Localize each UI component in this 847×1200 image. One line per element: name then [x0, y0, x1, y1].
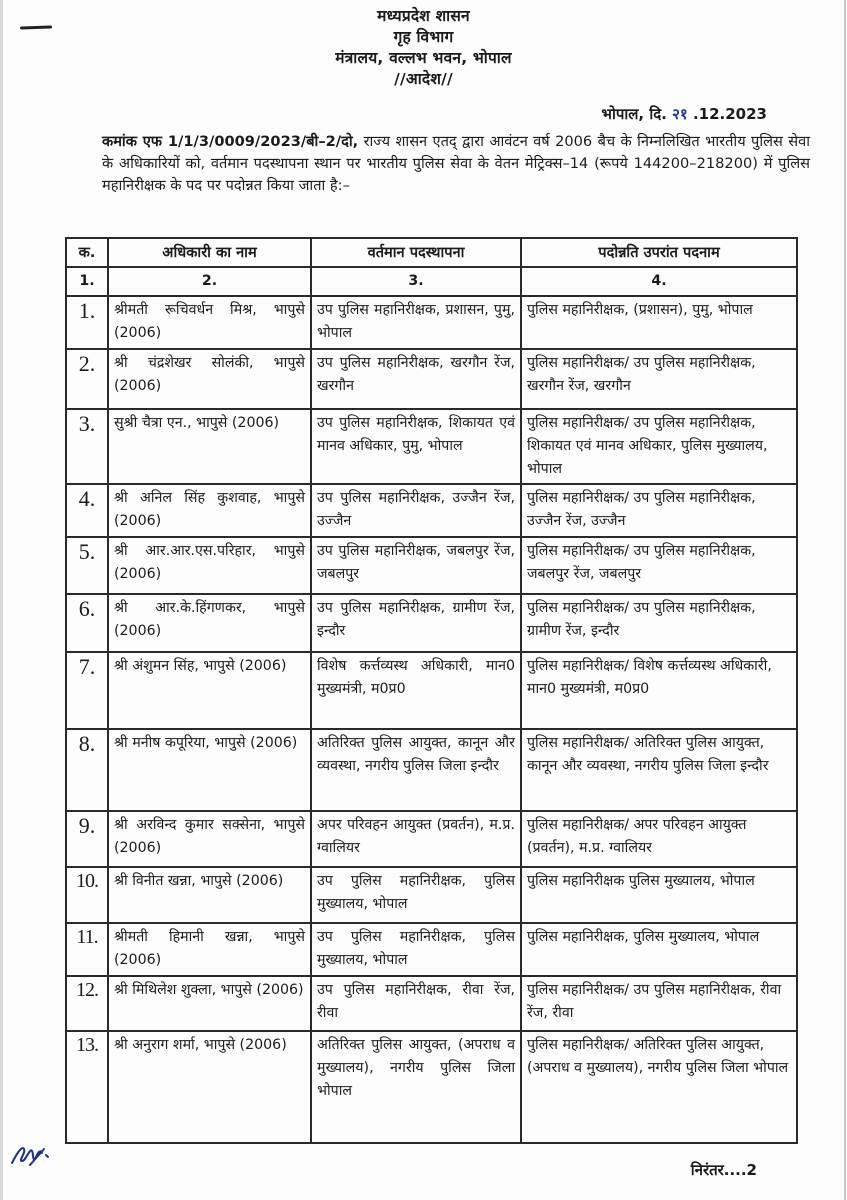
page-left-edge: [0, 0, 3, 1200]
promoted-designation-cell: पुलिस महानिरीक्षक/ अतिरिक्त पुलिस आयुक्त, कानून और व्यवस्था, नगरीय पुलिस जिला इन्दौर: [521, 729, 797, 811]
serial-number-cell: 1.: [66, 296, 108, 349]
serial-number-cell: 9.: [66, 811, 108, 867]
table-row: [66, 409, 797, 484]
current-posting-cell: उप पुलिस महानिरीक्षक, ग्रामीण रेंज, इन्दौर: [311, 594, 521, 652]
date-day: २१: [672, 105, 688, 123]
officer-name-cell: श्री आर.आर.एस.परिहार, भापुसे (2006): [108, 537, 311, 594]
column-number: 3.: [311, 267, 521, 296]
column-number-row: [66, 267, 797, 296]
promoted-designation-cell: पुलिस महानिरीक्षक/ उप पुलिस महानिरीक्षक, खरगौन रेंज, खरगौन: [521, 349, 797, 409]
officer-name-cell: श्रीमती हिमानी खन्ना, भापुसे (2006): [108, 923, 311, 976]
current-posting-cell: उप पुलिस महानिरीक्षक, जबलपुर रेंज, जबलपुर: [311, 537, 521, 594]
table-row: [66, 729, 797, 811]
officer-name-cell: श्री अरविन्द कुमार सक्सेना, भापुसे (2006): [108, 811, 311, 867]
current-posting-cell: अतिरिक्त पुलिस आयुक्त, (अपराध व मुख्यालय), नगरीय पुलिस जिला भोपाल: [311, 1031, 521, 1143]
current-posting-cell: उप पुलिस महानिरीक्षक, शिकायत एवं मानव अधिकार, पुमु, भोपाल: [311, 409, 521, 484]
page-right-edge: [844, 0, 846, 1200]
current-posting-cell: अतिरिक्त पुलिस आयुक्त, कानून और व्यवस्था, नगरीय पुलिस जिला इन्दौर: [311, 729, 521, 811]
header-current-posting: वर्तमान पदस्थापना: [311, 238, 521, 267]
promoted-designation-cell: पुलिस महानिरीक्षक/ अपर परिवहन आयुक्त (प्रवर्तन), म.प्र. ग्वालियर: [521, 811, 797, 867]
table-row: [66, 811, 797, 867]
promotion-table: [65, 237, 798, 1144]
serial-number-cell: 2.: [66, 349, 108, 409]
current-posting-cell: उप पुलिस महानिरीक्षक, पुलिस मुख्यालय, भोपाल: [311, 867, 521, 923]
serial-number-cell: 3.: [66, 409, 108, 484]
current-posting-cell: उप पुलिस महानिरीक्षक, पुलिस मुख्यालय, भोपाल: [311, 923, 521, 976]
current-posting-cell: उप पुलिस महानिरीक्षक, रीवा रेंज, रीवा: [311, 976, 521, 1031]
officer-name-cell: श्री आर.के.हिंगणकर, भापुसे (2006): [108, 594, 311, 652]
date-month-year: .12.2023: [692, 105, 767, 123]
table-row: [66, 923, 797, 976]
current-posting-cell: विशेष कर्त्तव्यस्थ अधिकारी, मान0 मुख्यमंत्री, म0प्र0: [311, 652, 521, 729]
order-text: राज्य शासन एतद् द्वारा आवंटन वर्ष 2006 बैच के निम्नलिखित भारतीय पुलिस सेवा के अधिकारियों को, वर्तमान पदस्थापना स्थान पर भारतीय पुलिस सेवा के वेतन मेट्रिक्स–14 (रूपये 144200–218200) में पुलिस महानिरीक्षक के पद पर पदोन्नत किया जाता है:–: [102, 133, 810, 194]
current-posting-cell: उप पुलिस महानिरीक्षक, खरगौन रेंज, खरगौन: [311, 349, 521, 409]
column-number: 1.: [66, 267, 108, 296]
promoted-designation-cell: पुलिस महानिरीक्षक/ उप पुलिस महानिरीक्षक, उज्जैन रेंज, उज्जैन: [521, 484, 797, 537]
serial-number-cell: 8.: [66, 729, 108, 811]
table-row: [66, 1031, 797, 1143]
promoted-designation-cell: पुलिस महानिरीक्षक, पुलिस मुख्यालय, भोपाल: [521, 923, 797, 976]
promoted-designation-cell: पुलिस महानिरीक्षक/ विशेष कर्त्तव्यस्थ अधिकारी, मान0 मुख्यमंत्री, म0प्र0: [521, 652, 797, 729]
promoted-designation-cell: पुलिस महानिरीक्षक, (प्रशासन), पुमु, भोपाल: [521, 296, 797, 349]
promoted-designation-cell: पुलिस महानिरीक्षक/ उप पुलिस महानिरीक्षक, रीवा रेंज, रीवा: [521, 976, 797, 1031]
order-paragraph: [102, 131, 810, 197]
serial-number-cell: 11.: [66, 923, 108, 976]
department-name: गृह विभाग: [393, 28, 454, 46]
officer-name-cell: श्रीमती रूचिवर्धन मिश्र, भापुसे (2006): [108, 296, 311, 349]
officer-name-cell: श्री मनीष कपूरिया, भापुसे (2006): [108, 729, 311, 811]
table-row: [66, 484, 797, 537]
promoted-designation-cell: पुलिस महानिरीक्षक/ अतिरिक्त पुलिस आयुक्त, (अपराध व मुख्यालय), नगरीय पुलिस जिला भोपाल: [521, 1031, 797, 1143]
serial-number-cell: 6.: [66, 594, 108, 652]
header-serial: क.: [66, 238, 108, 267]
header-post-promotion-designation: पदोन्नति उपरांत पदनाम: [521, 238, 797, 267]
table-row: [66, 349, 797, 409]
serial-number-cell: 13.: [66, 1031, 108, 1143]
officer-name-cell: श्री अंशुमन सिंह, भापुसे (2006): [108, 652, 311, 729]
header-officer-name: अधिकारी का नाम: [108, 238, 311, 267]
serial-number-cell: 5.: [66, 537, 108, 594]
signature-icon: [8, 1135, 52, 1171]
table-row: [66, 976, 797, 1031]
table-header-row: [66, 238, 797, 267]
promoted-designation-cell: पुलिस महानिरीक्षक/ उप पुलिस महानिरीक्षक, शिकायत एवं मानव अधिकार, पुलिस मुख्यालय, भोपाल: [521, 409, 797, 484]
column-number: 4.: [521, 267, 797, 296]
current-posting-cell: अपर परिवहन आयुक्त (प्रवर्तन), म.प्र. ग्वालियर: [311, 811, 521, 867]
promoted-designation-cell: पुलिस महानिरीक्षक पुलिस मुख्यालय, भोपाल: [521, 867, 797, 923]
officer-name-cell: श्री अनुराग शर्मा, भापुसे (2006): [108, 1031, 311, 1143]
table-row: [66, 296, 797, 349]
table-row: [66, 537, 797, 594]
officer-name-cell: श्री मिथिलेश शुक्ला, भापुसे (2006): [108, 976, 311, 1031]
order-date: [601, 104, 767, 124]
officer-name-cell: सुश्री चैत्रा एन., भापुसे (2006): [108, 409, 311, 484]
officer-name-cell: श्री विनीत खन्ना, भापुसे (2006): [108, 867, 311, 923]
officer-name-cell: श्री चंद्रशेखर सोलंकी, भापुसे (2006): [108, 349, 311, 409]
letterhead: [0, 6, 847, 90]
serial-number-cell: 7.: [66, 652, 108, 729]
officer-name-cell: श्री अनिल सिंह कुशवाह, भापुसे (2006): [108, 484, 311, 537]
promoted-designation-cell: पुलिस महानिरीक्षक/ उप पुलिस महानिरीक्षक, जबलपुर रेंज, जबलपुर: [521, 537, 797, 594]
column-number: 2.: [108, 267, 311, 296]
table-row: [66, 652, 797, 729]
order-title: //आदेश//: [394, 70, 453, 88]
promoted-designation-cell: पुलिस महानिरीक्षक/ उप पुलिस महानिरीक्षक, ग्रामीण रेंज, इन्दौर: [521, 594, 797, 652]
serial-number-cell: 12.: [66, 976, 108, 1031]
government-name: मध्यप्रदेश शासन: [377, 7, 470, 25]
office-address: मंत्रालय, वल्लभ भवन, भोपाल: [335, 49, 512, 67]
current-posting-cell: उप पुलिस महानिरीक्षक, उज्जैन रेंज, उज्जैन: [311, 484, 521, 537]
serial-number-cell: 4.: [66, 484, 108, 537]
current-posting-cell: उप पुलिस महानिरीक्षक, प्रशासन, पुमु, भोपाल: [311, 296, 521, 349]
order-number: कमांक एफ 1/1/3/0009/2023/बी–2/दो,: [102, 133, 359, 150]
table-row: [66, 867, 797, 923]
table-row: [66, 594, 797, 652]
date-place: भोपाल, दि.: [601, 105, 667, 123]
continued-note: निरंतर....2: [690, 1161, 757, 1179]
serial-number-cell: 10.: [66, 867, 108, 923]
